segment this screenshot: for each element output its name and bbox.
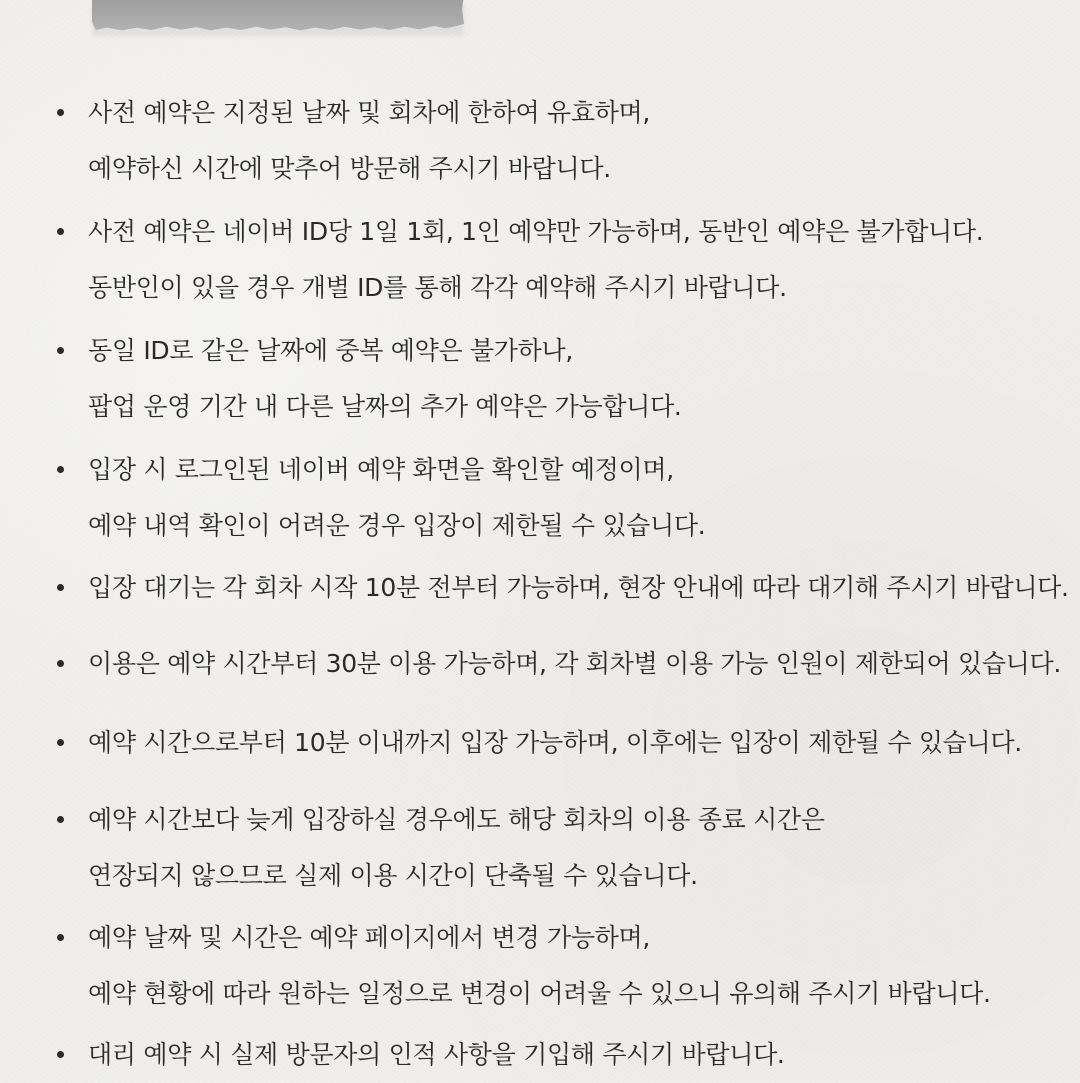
notice-item	[88, 792, 1073, 904]
bullet-dot	[57, 660, 64, 667]
notice-line: 예약 현황에 따라 원하는 일정으로 변경이 어려울 수 있으니 유의해 주시기 바랍니다.	[88, 979, 991, 1008]
notice-line: 예약 시간보다 늦게 입장하실 경우에도 해당 회차의 이용 종료 시간은	[88, 805, 825, 834]
bullet-dot	[57, 109, 64, 116]
bullet-dot	[57, 584, 64, 591]
bullet-dot	[57, 934, 64, 941]
bullet-dot	[57, 228, 64, 235]
bullet-dot	[57, 816, 64, 823]
notice-line: 동반인이 있을 경우 개별 ID를 통해 각각 예약해 주시기 바랍니다.	[88, 273, 787, 302]
notice-line: 대리 예약 시 실제 방문자의 인적 사항을 기입해 주시기 바랍니다.	[88, 1040, 785, 1069]
notice-item	[88, 636, 1073, 692]
bullet-dot	[57, 739, 64, 746]
notice-line: 사전 예약은 네이버 ID당 1일 1회, 1인 예약만 가능하며, 동반인 예약은 불가합니다.	[88, 217, 984, 246]
bullet-dot	[57, 347, 64, 354]
notice-item	[88, 560, 1073, 616]
notice-line: 예약하신 시간에 맞추어 방문해 주시기 바랍니다.	[88, 154, 611, 183]
notice-line: 이용은 예약 시간부터 30분 이용 가능하며, 각 회차별 이용 가능 인원이 제한되어 있습니다.	[88, 649, 1062, 678]
notice-item	[88, 442, 1073, 554]
notice-line: 예약 시간으로부터 10분 이내까지 입장 가능하며, 이후에는 입장이 제한될 수 있습니다.	[88, 728, 1022, 757]
notice-line: 입장 대기는 각 회차 시작 10분 전부터 가능하며, 현장 안내에 따라 대기해 주시기 바랍니다.	[88, 573, 1069, 602]
notice-line: 연장되지 않으므로 실제 이용 시간이 단축될 수 있습니다.	[88, 861, 698, 890]
notice-item	[88, 204, 1073, 316]
notice-item	[88, 323, 1073, 435]
notice-item	[88, 1027, 1073, 1083]
notice-line: 입장 시 로그인된 네이버 예약 화면을 확인할 예정이며,	[88, 455, 674, 484]
notice-line: 사전 예약은 지정된 날짜 및 회차에 한하여 유효하며,	[88, 98, 651, 127]
notice-line: 예약 날짜 및 시간은 예약 페이지에서 변경 가능하며,	[88, 923, 651, 952]
notice-item	[88, 85, 1073, 197]
notice-item	[88, 910, 1073, 1022]
bullet-dot	[57, 1051, 64, 1058]
notice-line: 팝업 운영 기간 내 다른 날짜의 추가 예약은 가능합니다.	[88, 392, 682, 421]
notice-line: 동일 ID로 같은 날짜에 중복 예약은 불가하나,	[88, 336, 574, 365]
bullet-dot	[57, 466, 64, 473]
notice-item	[88, 715, 1073, 771]
notice-line: 예약 내역 확인이 어려운 경우 입장이 제한될 수 있습니다.	[88, 511, 706, 540]
